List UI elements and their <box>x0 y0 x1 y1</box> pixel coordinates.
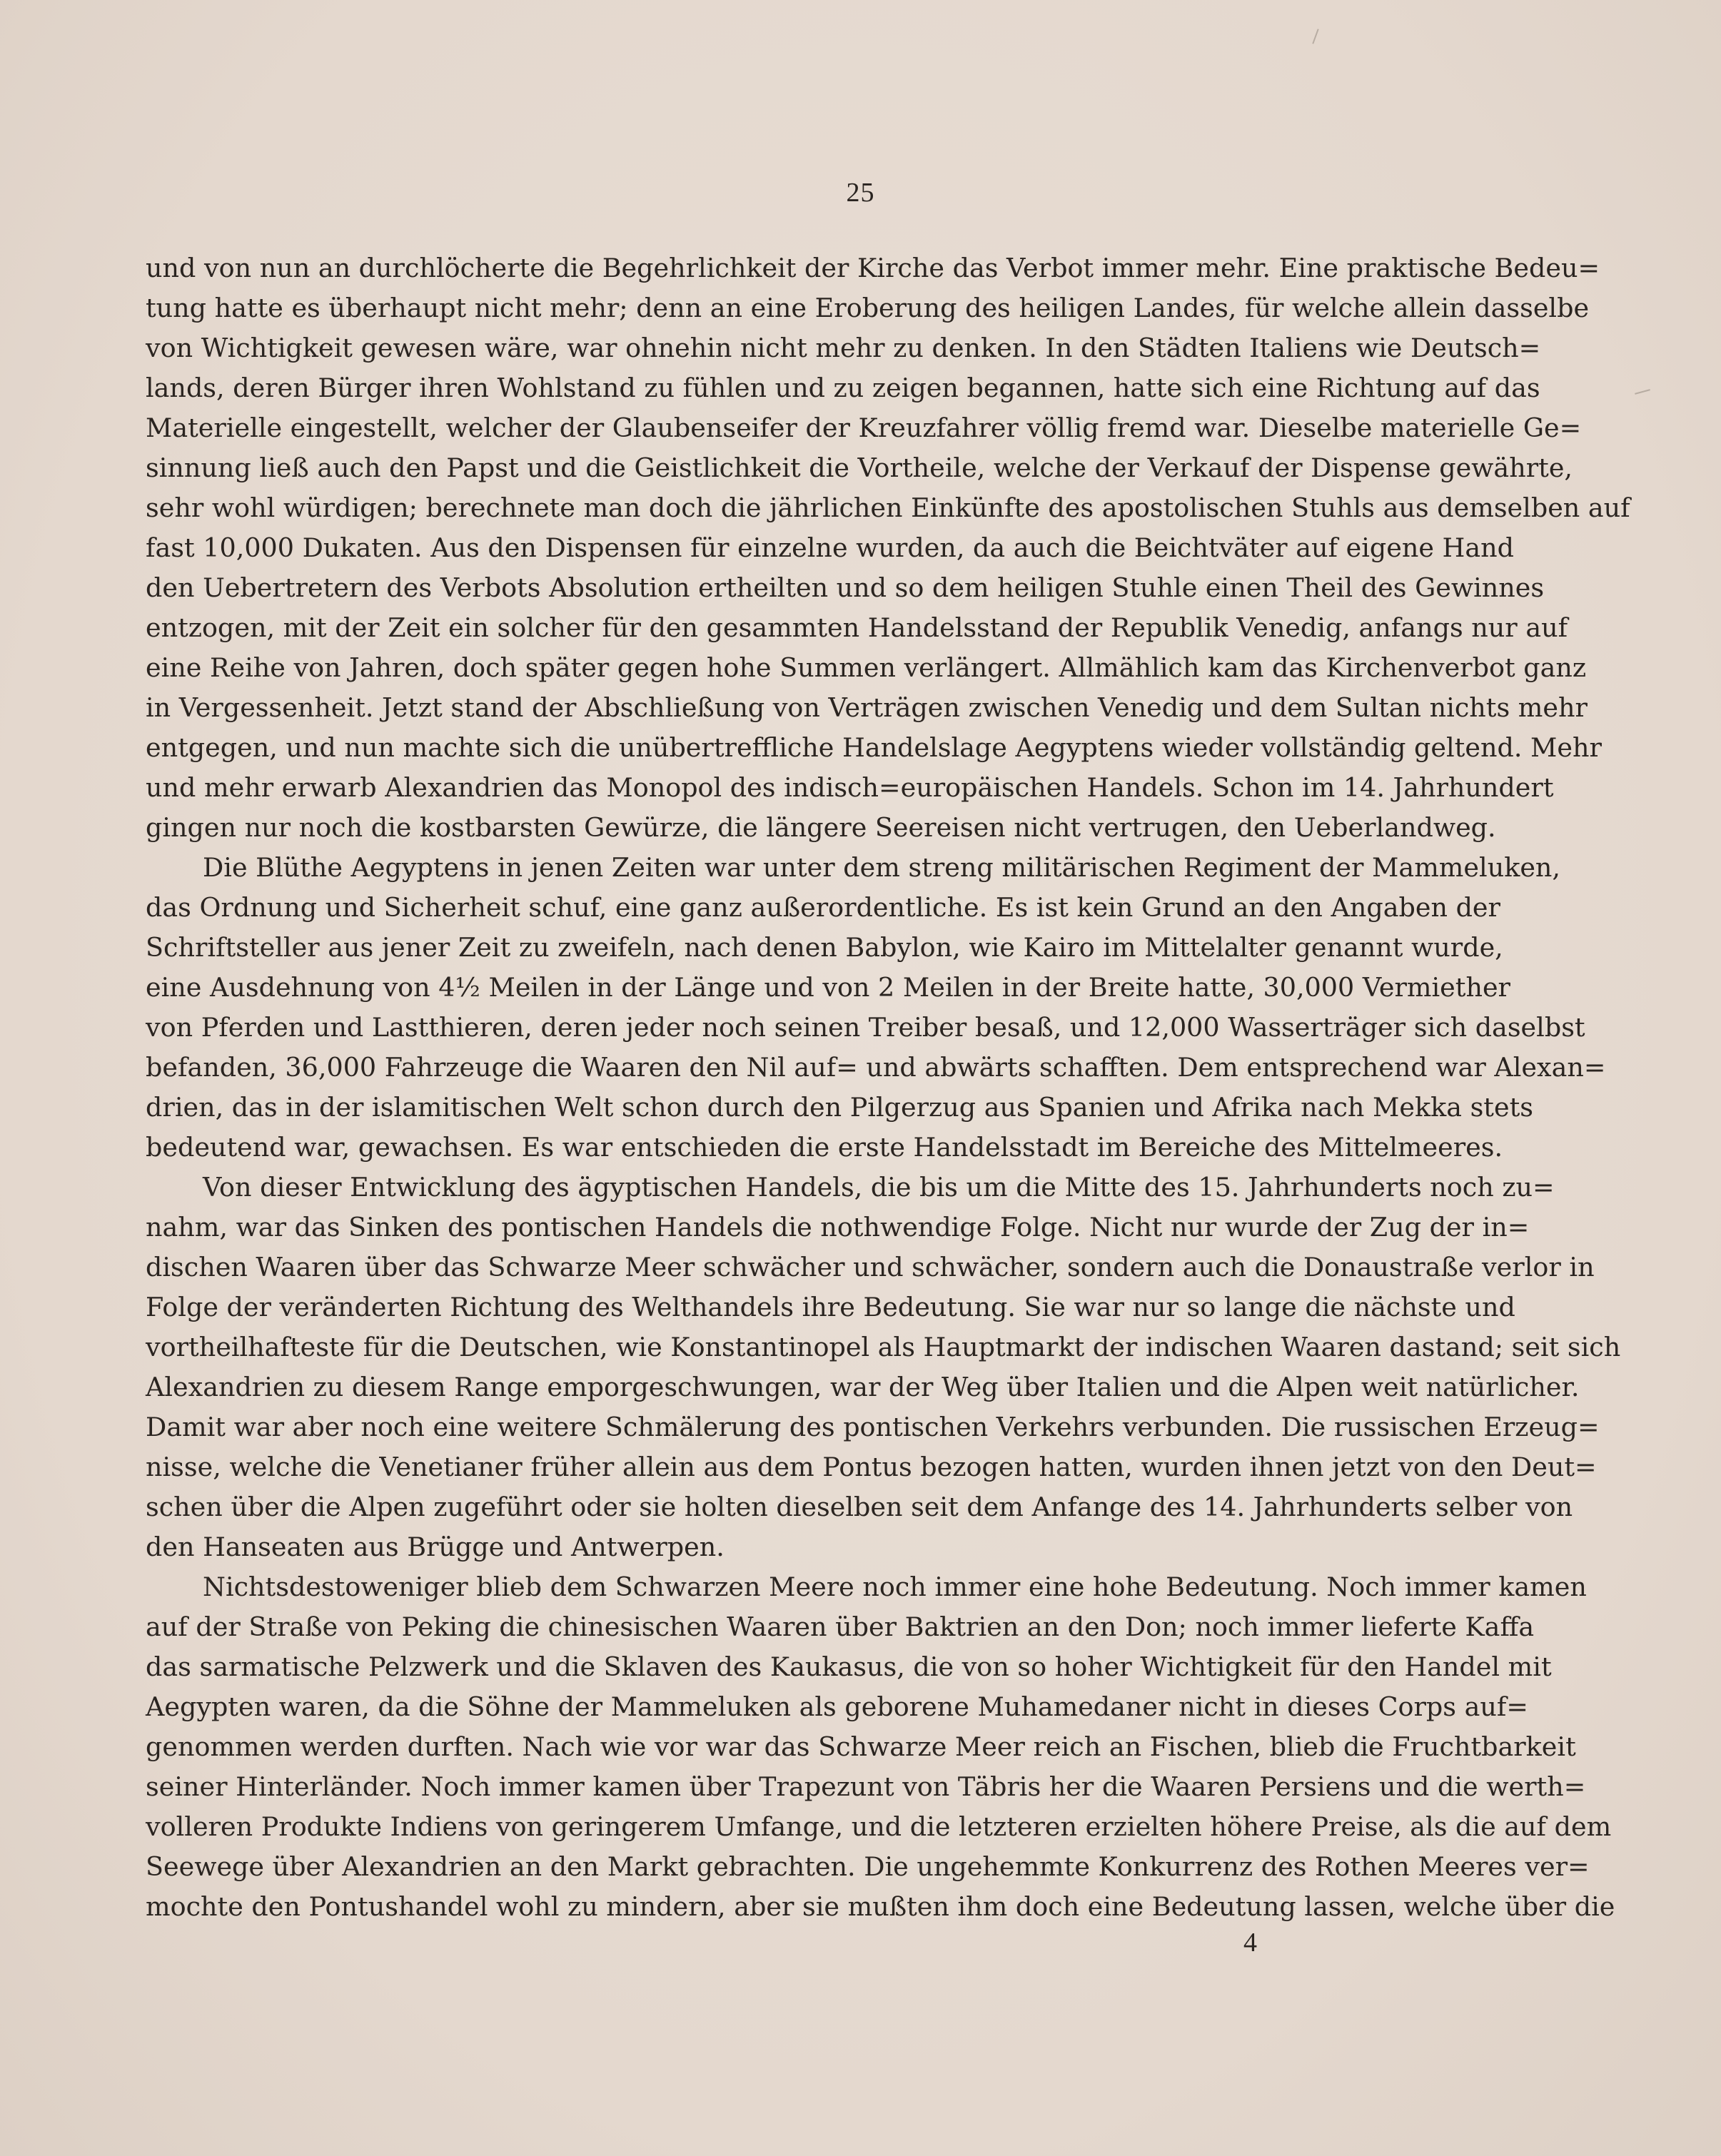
paragraph <box>146 1168 1621 1567</box>
text-line: tung hatte es überhaupt nicht mehr; denn an eine Eroberung des heiligen Landes, für welche allein dasselbe <box>146 293 1590 323</box>
text-line: seiner Hinterländer. Noch immer kamen über Trapezunt von Täbris her die Waaren Persiens und die werth= <box>146 1771 1586 1802</box>
text-line: Schriftsteller aus jener Zeit zu zweifeln, nach denen Babylon, wie Kairo im Mittelalter genannt wurde, <box>146 932 1503 963</box>
paragraph <box>146 248 1630 848</box>
text-line: nisse, welche die Venetianer früher allein aus dem Pontus bezogen hatten, wurden ihnen jetzt von den Deut= <box>146 1452 1597 1482</box>
text-line: nahm, war das Sinken des pontischen Handels die nothwendige Folge. Nicht nur wurde der Zug der in= <box>146 1212 1530 1243</box>
text-line: sehr wohl würdigen; berechnete man doch die jährlichen Einkünfte des apostolischen Stuhls aus demselben auf <box>146 492 1630 523</box>
text-line: das sarmatische Pelzwerk und die Sklaven des Kaukasus, die von so hoher Wichtigkeit für den Handel mit <box>146 1651 1552 1682</box>
text-line: entgegen, und nun machte sich die unübertreffliche Handelslage Aegyptens wieder vollständig geltend. Mehr <box>146 732 1602 763</box>
text-line: den Hanseaten aus Brügge und Antwerpen. <box>146 1532 725 1562</box>
text-line: und von nun an durchlöcherte die Begehrlichkeit der Kirche das Verbot immer mehr. Eine praktische Bedeu= <box>146 253 1600 283</box>
text-line: das Ordnung und Sicherheit schuf, eine ganz außerordentliche. Es ist kein Grund an den Angaben der <box>146 892 1500 923</box>
text-line: fast 10,000 Dukaten. Aus den Dispensen für einzelne wurden, da auch die Beichtväter auf eigene Hand <box>146 532 1515 563</box>
paragraph <box>146 1567 1615 1927</box>
text-line: gingen nur noch die kostbarsten Gewürze, die längere Seereisen nicht vertrugen, den Ueberlandweg. <box>146 812 1496 843</box>
text-line: Damit war aber noch eine weitere Schmälerung des pontischen Verkehrs verbunden. Die russischen Erzeug= <box>146 1412 1600 1442</box>
body-text <box>146 248 1630 1927</box>
text-line: Nichtsdestoweniger blieb dem Schwarzen Meere noch immer eine hohe Bedeutung. Noch immer kamen <box>203 1572 1587 1602</box>
text-line: Alexandrien zu diesem Range emporgeschwungen, war der Weg über Italien und die Alpen weit natürlicher. <box>146 1372 1580 1402</box>
text-line: Aegypten waren, da die Söhne der Mammeluken als geborene Muhamedaner nicht in dieses Corps auf= <box>146 1691 1528 1722</box>
text-line: Folge der veränderten Richtung des Welthandels ihre Bedeutung. Sie war nur so lange die nächste und <box>146 1292 1515 1322</box>
text-line: Die Blüthe Aegyptens in jenen Zeiten war unter dem streng militärischen Regiment der Mammeluken, <box>203 852 1561 883</box>
text-line: Seewege über Alexandrien an den Markt gebrachten. Die ungehemmte Konkurrenz des Rothen Meeres ver= <box>146 1851 1590 1882</box>
text-line: lands, deren Bürger ihren Wohlstand zu fühlen und zu zeigen begannen, hatte sich eine Richtung auf das <box>146 373 1540 403</box>
text-line: eine Ausdehnung von 4½ Meilen in der Länge und von 2 Meilen in der Breite hatte, 30,000 Vermiether <box>146 972 1511 1003</box>
text-line: mochte den Pontushandel wohl zu mindern, aber sie mußten ihm doch eine Bedeutung lassen, welche über die <box>146 1891 1615 1922</box>
text-line: Von dieser Entwicklung des ägyptischen Handels, die bis um die Mitte des 15. Jahrhunderts noch zu= <box>203 1172 1555 1203</box>
text-line: sinnung ließ auch den Papst und die Geistlichkeit die Vortheile, welche der Verkauf der Dispense gewährte, <box>146 452 1573 483</box>
edge-mark-right <box>1635 389 1650 395</box>
text-line: eine Reihe von Jahren, doch später gegen hohe Summen verlängert. Allmählich kam das Kirchenverbot ganz <box>146 652 1587 683</box>
text-line: befanden, 36,000 Fahrzeuge die Waaren den Nil auf= und abwärts schafften. Dem entsprechend war Alexan= <box>146 1052 1606 1083</box>
text-line: schen über die Alpen zugeführt oder sie holten dieselben seit dem Anfange des 14. Jahrhunderts selber von <box>146 1492 1573 1522</box>
text-line: bedeutend war, gewachsen. Es war entschieden die erste Handelsstadt im Bereiche des Mittelmeeres. <box>146 1132 1503 1163</box>
text-line: volleren Produkte Indiens von geringerem Umfange, und die letzteren erzielten höhere Preise, als die auf dem <box>146 1811 1612 1842</box>
text-line: von Wichtigkeit gewesen wäre, war ohnehin nicht mehr zu denken. In den Städten Italiens wie Deutsch= <box>146 333 1541 363</box>
text-line: Materielle eingestellt, welcher der Glaubenseifer der Kreuzfahrer völlig fremd war. Dieselbe materielle Ge= <box>146 413 1582 443</box>
text-line: genommen werden durften. Nach wie vor war das Schwarze Meer reich an Fischen, blieb die Fruchtbarkeit <box>146 1731 1576 1762</box>
text-line: auf der Straße von Peking die chinesischen Waaren über Baktrien an den Don; noch immer lieferte Kaffa <box>146 1611 1535 1642</box>
text-line: entzogen, mit der Zeit ein solcher für den gesammten Handelsstand der Republik Venedig, anfangs nur auf <box>146 612 1568 643</box>
text-line: und mehr erwarb Alexandrien das Monopol des indisch=europäischen Handels. Schon im 14. Jahrhundert <box>146 772 1554 803</box>
page-number: 25 <box>846 178 875 208</box>
signature-mark: 4 <box>1243 1928 1257 1958</box>
text-line: drien, das in der islamitischen Welt schon durch den Pilgerzug aus Spanien und Afrika nach Mekka stets <box>146 1092 1533 1123</box>
text-line: den Uebertretern des Verbots Absolution ertheilten und so dem heiligen Stuhle einen Theil des Gewinnes <box>146 572 1545 603</box>
text-line: dischen Waaren über das Schwarze Meer schwächer und schwächer, sondern auch die Donaustraße verlor in <box>146 1252 1595 1282</box>
paragraph <box>146 848 1606 1168</box>
text-line: vortheilhafteste für die Deutschen, wie Konstantinopel als Hauptmarkt der indischen Waaren dastand; seit sich <box>146 1332 1621 1362</box>
text-line: in Vergessenheit. Jetzt stand der Abschließung von Verträgen zwischen Venedig und dem Sultan nichts mehr <box>146 692 1588 723</box>
text-line: von Pferden und Lastthieren, deren jeder noch seinen Treiber besaß, und 12,000 Wasserträger sich daselbst <box>146 1012 1585 1043</box>
edge-mark-top <box>1312 29 1318 44</box>
